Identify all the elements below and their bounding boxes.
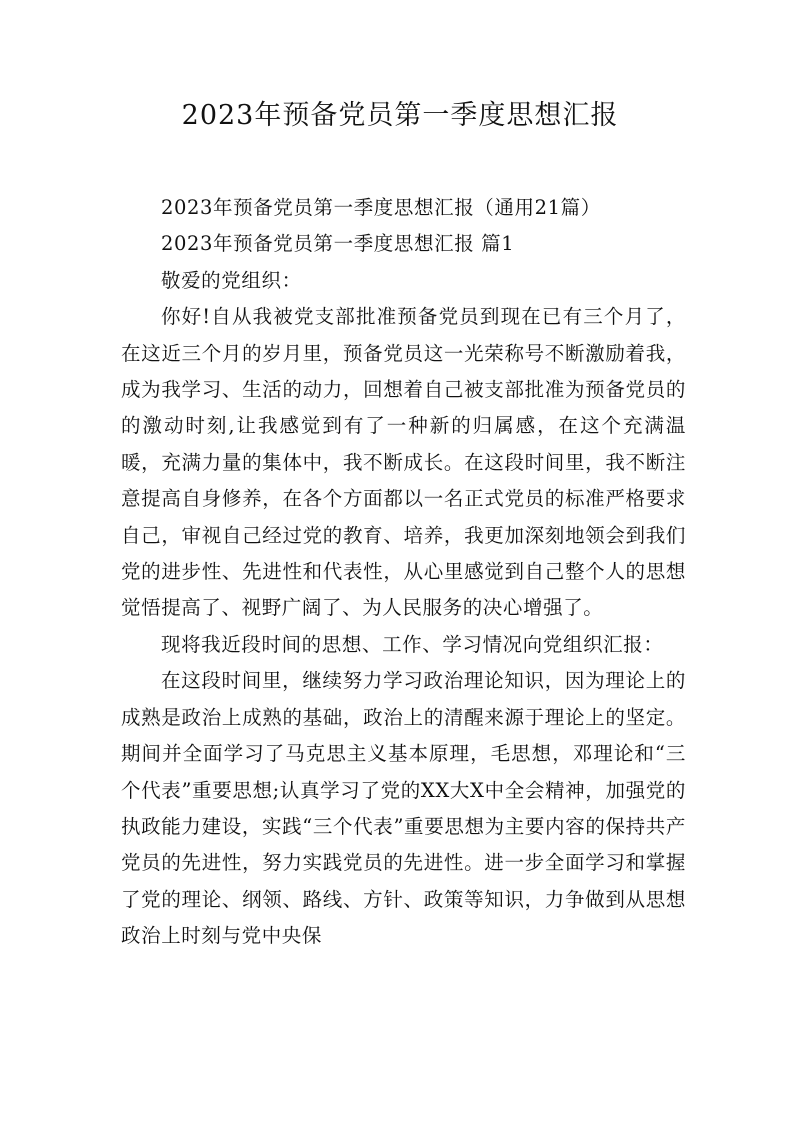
section-heading: 2023年预备党员第一季度思想汇报 篇1 (160, 232, 515, 256)
body-paragraph: 在这段时间里，继续努力学习政治理论知识，因为理论上的成熟是政治上成熟的基础，政治上的清醒来源于理论上的坚定。期间并全面学习了马克思主义基本原理，毛思想，邓理论和“三个代表”重要思想;认真学习了党的XX大X中全会精神，加强党的执政能力建设，实践“三个代表”重要思想为主要内容的保持共产党员的先进性，努力实践党员的先进性。进一步全面学习和掌握了党的理论、纲领、路线、方针、政策等知识，力争做到从思想政治上时刻与党中央保 (121, 669, 686, 948)
body-paragraph: 现将我近段时间的思想、工作、学习情况向党组织汇报： (160, 632, 664, 656)
subtitle-paragraph: 2023年预备党员第一季度思想汇报（通用21篇） (160, 196, 601, 219)
document-title: 2023年预备党员第一季度思想汇报 (181, 100, 619, 131)
body-paragraph: 你好!自从我被党支部批准预备党员到现在已有三个月了，在这近三个月的岁月里，预备党员这一光荣称号不断激励着我，成为我学习、生活的动力，回想着自己被支部批准为预备党员的的激动时刻,让我感觉到有了一种新的归属感，在这个充满温暖，充满力量的集体中，我不断成长。在这段时间里，我不断注意提高自身修养，在各个方面都以一名正式党员的标准严格要求自己，审视自己经过党的教育、培养，我更加深刻地领会到我们党的进步性、先进性和代表性，从心里感觉到自己整个人的思想觉悟提高了、视野广阔了、为人民服务的决心增强了。 (121, 305, 686, 620)
document-body (121, 190, 686, 955)
salutation: 敬爱的党组织： (160, 268, 302, 292)
